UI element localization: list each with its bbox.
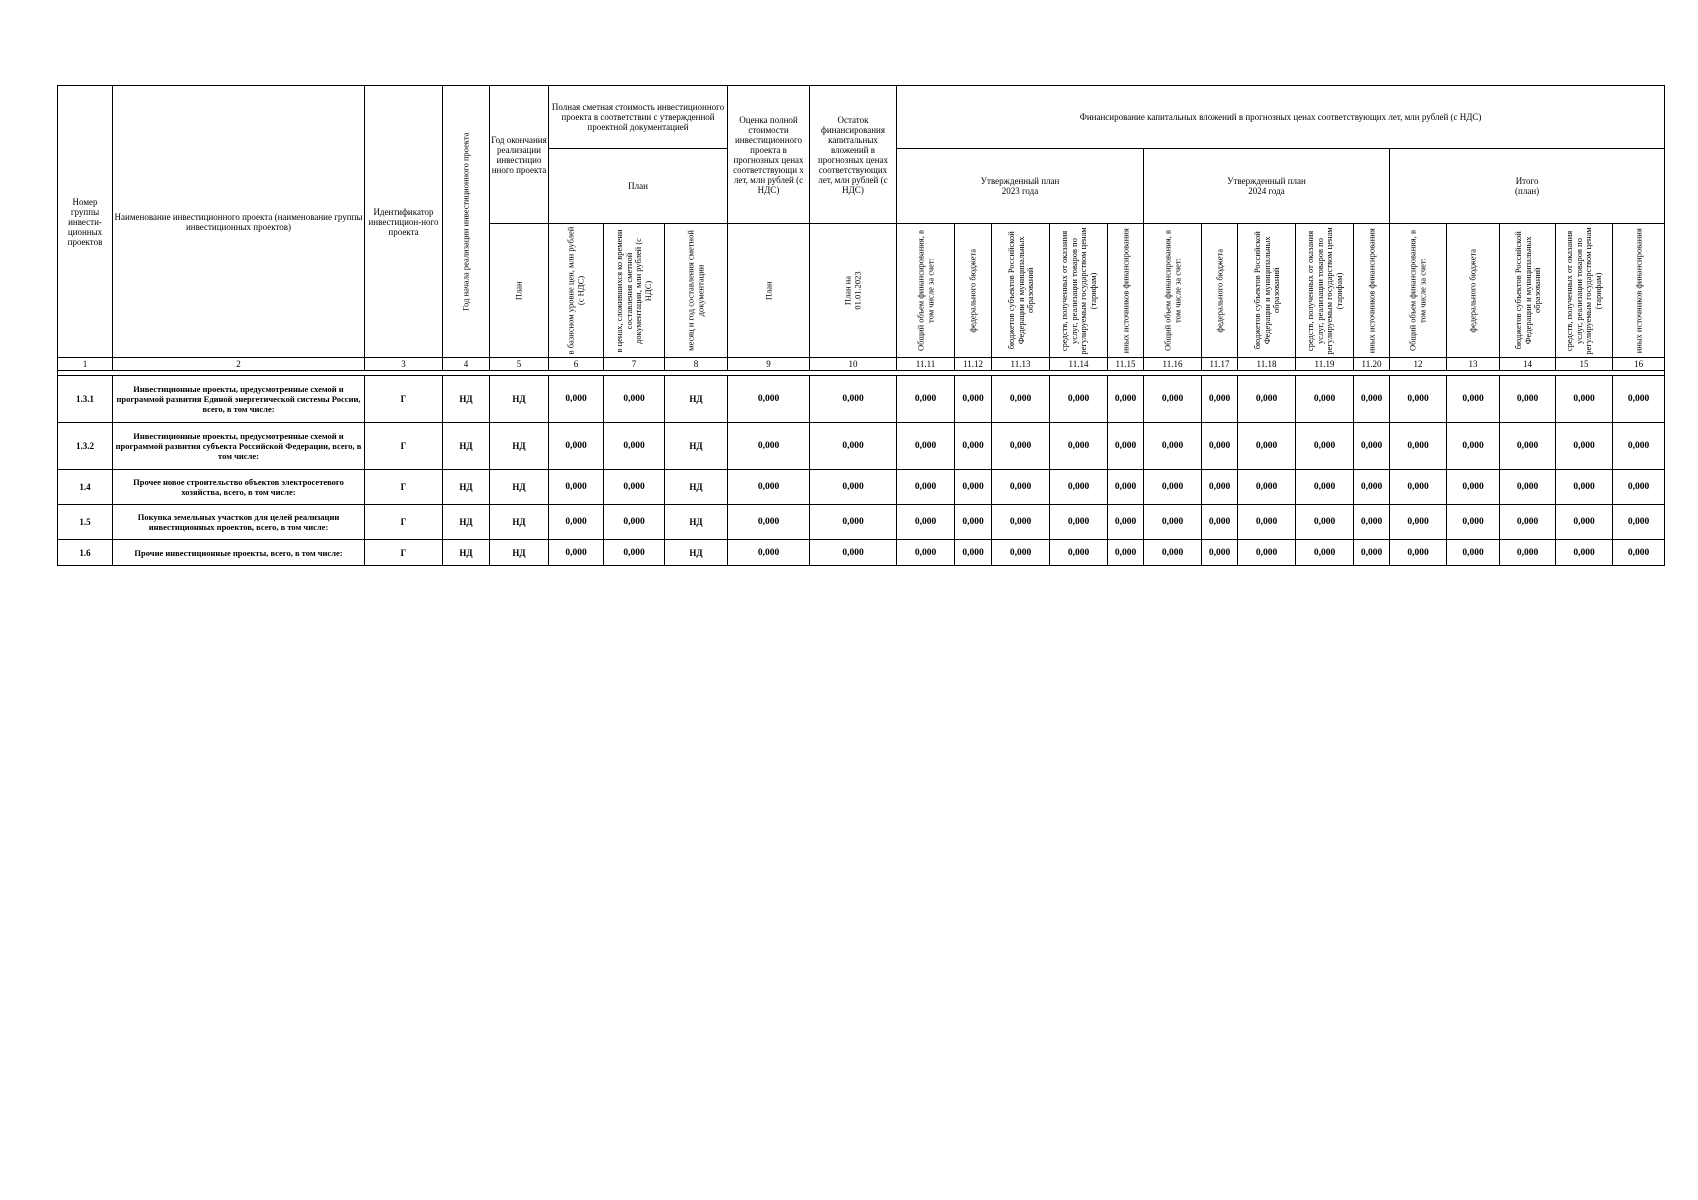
row-financing-value: 0,000 [1390, 540, 1447, 566]
row-financing-value: 0,000 [1354, 540, 1390, 566]
row-cost-base: 0,000 [549, 376, 604, 423]
row-cost-month: НД [665, 540, 728, 566]
table-row [58, 376, 1665, 423]
row-id: Г [365, 505, 443, 540]
row-financing-value: 0,000 [1050, 505, 1108, 540]
column-number: 11.13 [992, 358, 1050, 371]
header-plan-2024: Утвержденный план 2024 года [1144, 149, 1390, 224]
subheader-cost-month: месяц и год составления сметной документации [665, 224, 728, 358]
row-estimate: 0,000 [728, 376, 810, 423]
header-plan-2023: Утвержденный план 2023 года [897, 149, 1144, 224]
header-id: Идентификатор инвестицион-ного проекта [365, 86, 443, 358]
row-financing-value: 0,000 [1202, 423, 1238, 470]
row-number: 1.5 [58, 505, 113, 540]
row-financing-value: 0,000 [1238, 540, 1296, 566]
row-financing-value: 0,000 [1050, 423, 1108, 470]
row-id: Г [365, 423, 443, 470]
row-financing-value: 0,000 [1500, 376, 1556, 423]
subheader-other: иных источников финансирования [1354, 224, 1390, 358]
row-name: Инвестиционные проекты, предусмотренные схемой и программой развития Единой энергетической системы России, всего, в том числе: [113, 376, 365, 423]
row-financing-value: 0,000 [1296, 376, 1354, 423]
subheader-tariff: средств, полученных от оказания услуг, реализации товаров по регулируемым государством ценам (тарифам) [1556, 224, 1613, 358]
subheader-regional: бюджетов субъектов Российской Федерации и муниципальных образований [1500, 224, 1556, 358]
column-number: 16 [1613, 358, 1665, 371]
row-name: Прочее новое строительство объектов электросетевого хозяйства, всего, в том числе: [113, 470, 365, 505]
row-remainder: 0,000 [810, 505, 897, 540]
row-financing-value: 0,000 [1447, 376, 1500, 423]
row-financing-value: 0,000 [1108, 423, 1144, 470]
row-id: Г [365, 540, 443, 566]
row-financing-value: 0,000 [1556, 540, 1613, 566]
row-financing-value: 0,000 [1238, 423, 1296, 470]
subheader-remainder-plan: План на 01.01.2023 [810, 224, 897, 358]
column-number: 2 [113, 358, 365, 371]
table-row [58, 470, 1665, 505]
header-name: Наименование инвестиционного проекта (наименование группы инвестиционных проектов) [113, 86, 365, 358]
row-financing-value: 0,000 [1613, 470, 1665, 505]
row-number: 1.6 [58, 540, 113, 566]
row-financing-value: 0,000 [1354, 376, 1390, 423]
row-cost-prices: 0,000 [604, 470, 665, 505]
column-number: 11.19 [1296, 358, 1354, 371]
row-estimate: 0,000 [728, 505, 810, 540]
row-financing-value: 0,000 [897, 540, 955, 566]
header-start-year: Год начала реализации инвестиционного проекта [443, 86, 490, 358]
row-cost-base: 0,000 [549, 470, 604, 505]
row-financing-value: 0,000 [992, 470, 1050, 505]
row-financing-value: 0,000 [992, 540, 1050, 566]
row-financing-value: 0,000 [1447, 505, 1500, 540]
subheader-total: Общий объем финансирования, в том числе за счет: [897, 224, 955, 358]
subheader-total: Общий объем финансирования, в том числе за счет: [1144, 224, 1202, 358]
row-number: 1.4 [58, 470, 113, 505]
row-financing-value: 0,000 [1390, 376, 1447, 423]
investment-table [57, 85, 1663, 566]
row-financing-value: 0,000 [1556, 470, 1613, 505]
row-financing-value: 0,000 [1354, 505, 1390, 540]
row-cost-base: 0,000 [549, 540, 604, 566]
subheader-other: иных источников финансирования [1613, 224, 1665, 358]
subheader-federal: федерального бюджета [1202, 224, 1238, 358]
column-number: 11.12 [955, 358, 992, 371]
row-number: 1.3.2 [58, 423, 113, 470]
row-financing-value: 0,000 [1144, 470, 1202, 505]
row-cost-prices: 0,000 [604, 540, 665, 566]
column-number: 5 [490, 358, 549, 371]
row-start-year: НД [443, 470, 490, 505]
row-start-year: НД [443, 505, 490, 540]
row-financing-value: 0,000 [1144, 540, 1202, 566]
row-financing-value: 0,000 [1108, 470, 1144, 505]
row-start-year: НД [443, 376, 490, 423]
row-financing-value: 0,000 [992, 423, 1050, 470]
row-financing-value: 0,000 [1354, 470, 1390, 505]
column-number: 11.15 [1108, 358, 1144, 371]
row-financing-value: 0,000 [1296, 540, 1354, 566]
row-financing-value: 0,000 [1613, 376, 1665, 423]
subheader-estimate-plan: План [728, 224, 810, 358]
column-number: 11.20 [1354, 358, 1390, 371]
header-full-estimate: Оценка полной стоимости инвестиционного проекта в прогнозных ценах соответствующи х лет, млн рублей (с НДС) [728, 86, 810, 224]
row-financing-value: 0,000 [897, 505, 955, 540]
row-financing-value: 0,000 [1447, 540, 1500, 566]
row-cost-month: НД [665, 505, 728, 540]
row-name: Прочие инвестиционные проекты, всего, в том числе: [113, 540, 365, 566]
row-financing-value: 0,000 [992, 505, 1050, 540]
row-financing-value: 0,000 [1354, 423, 1390, 470]
row-financing-value: 0,000 [1613, 505, 1665, 540]
row-remainder: 0,000 [810, 423, 897, 470]
row-cost-month: НД [665, 376, 728, 423]
row-start-year: НД [443, 423, 490, 470]
column-number-row [58, 358, 1665, 371]
table-row [58, 423, 1665, 470]
row-financing-value: 0,000 [1238, 376, 1296, 423]
row-estimate: 0,000 [728, 423, 810, 470]
row-financing-value: 0,000 [1202, 376, 1238, 423]
header-group-no: Номер группы инвести-ционных проектов [58, 86, 113, 358]
header-total-plan: Итого (план) [1390, 149, 1665, 224]
row-cost-base: 0,000 [549, 505, 604, 540]
row-financing-value: 0,000 [1238, 470, 1296, 505]
row-financing-value: 0,000 [1556, 376, 1613, 423]
row-financing-value: 0,000 [1556, 505, 1613, 540]
column-number: 13 [1447, 358, 1500, 371]
table-row [58, 540, 1665, 566]
row-cost-prices: 0,000 [604, 423, 665, 470]
row-financing-value: 0,000 [1296, 423, 1354, 470]
column-number: 11.11 [897, 358, 955, 371]
column-number: 14 [1500, 358, 1556, 371]
column-number: 11.14 [1050, 358, 1108, 371]
row-remainder: 0,000 [810, 540, 897, 566]
row-cost-prices: 0,000 [604, 505, 665, 540]
header-financing: Финансирование капитальных вложений в прогнозных ценах соответствующих лет, млн рублей (с НДС) [897, 86, 1665, 149]
subheader-tariff: средств, полученных от оказания услуг, реализации товаров по регулируемым государством ценам (тарифам) [1296, 224, 1354, 358]
row-financing-value: 0,000 [955, 423, 992, 470]
row-id: Г [365, 470, 443, 505]
subheader-total: Общий объем финансирования, в том числе за счет: [1390, 224, 1447, 358]
row-financing-value: 0,000 [1390, 505, 1447, 540]
row-end-year: НД [490, 423, 549, 470]
column-number: 7 [604, 358, 665, 371]
row-financing-value: 0,000 [1296, 505, 1354, 540]
row-financing-value: 0,000 [1390, 423, 1447, 470]
row-financing-value: 0,000 [955, 505, 992, 540]
row-end-year: НД [490, 505, 549, 540]
row-financing-value: 0,000 [1500, 470, 1556, 505]
row-financing-value: 0,000 [1556, 423, 1613, 470]
row-financing-value: 0,000 [955, 376, 992, 423]
header-row-1 [58, 86, 1665, 149]
subheader-tariff: средств, полученных от оказания услуг, реализации товаров по регулируемым государством ценам (тарифам) [1050, 224, 1108, 358]
column-number: 11.18 [1238, 358, 1296, 371]
row-financing-value: 0,000 [1108, 540, 1144, 566]
row-remainder: 0,000 [810, 470, 897, 505]
subheader-other: иных источников финансирования [1108, 224, 1144, 358]
row-end-year: НД [490, 470, 549, 505]
row-financing-value: 0,000 [1050, 470, 1108, 505]
row-financing-value: 0,000 [1202, 505, 1238, 540]
row-cost-prices: 0,000 [604, 376, 665, 423]
row-financing-value: 0,000 [1144, 376, 1202, 423]
row-financing-value: 0,000 [1613, 423, 1665, 470]
header-end-year: Год окончания реализации инвестицио нного проекта [490, 86, 549, 224]
column-number: 9 [728, 358, 810, 371]
column-number: 6 [549, 358, 604, 371]
row-financing-value: 0,000 [1050, 540, 1108, 566]
table-row [58, 505, 1665, 540]
column-number: 11.16 [1144, 358, 1202, 371]
row-financing-value: 0,000 [1238, 505, 1296, 540]
row-financing-value: 0,000 [1108, 505, 1144, 540]
column-number: 11.17 [1202, 358, 1238, 371]
row-remainder: 0,000 [810, 376, 897, 423]
header-full-cost: Полная сметная стоимость инвестиционного проекта в соответствии с утвержденной проектной документацией [549, 86, 728, 149]
subheader-cost-prices: в ценах, сложившихся ко времени составления сметной документации, млн рублей (с НДС) [604, 224, 665, 358]
row-financing-value: 0,000 [1144, 505, 1202, 540]
column-number: 12 [1390, 358, 1447, 371]
row-name: Покупка земельных участков для целей реализации инвестиционных проектов, всего, в том числе: [113, 505, 365, 540]
row-number: 1.3.1 [58, 376, 113, 423]
subheader-regional: бюджетов субъектов Российской Федерации и муниципальных образований [1238, 224, 1296, 358]
row-name: Инвестиционные проекты, предусмотренные схемой и программой развития субъекта Российской Федерации, всего, в том числе: [113, 423, 365, 470]
row-estimate: 0,000 [728, 470, 810, 505]
subheader-regional: бюджетов субъектов Российской Федерации и муниципальных образований [992, 224, 1050, 358]
row-cost-month: НД [665, 423, 728, 470]
subheader-federal: федерального бюджета [1447, 224, 1500, 358]
row-financing-value: 0,000 [1447, 470, 1500, 505]
column-number: 8 [665, 358, 728, 371]
row-start-year: НД [443, 540, 490, 566]
row-financing-value: 0,000 [1108, 376, 1144, 423]
row-financing-value: 0,000 [897, 470, 955, 505]
column-number: 15 [1556, 358, 1613, 371]
row-end-year: НД [490, 376, 549, 423]
header-remainder: Остаток финансирования капитальных вложений в прогнозных ценах соответствующих лет, млн рублей (с НДС) [810, 86, 897, 224]
row-financing-value: 0,000 [1296, 470, 1354, 505]
row-end-year: НД [490, 540, 549, 566]
table-body [58, 376, 1665, 566]
row-financing-value: 0,000 [1202, 540, 1238, 566]
row-financing-value: 0,000 [1500, 423, 1556, 470]
header-cost-plan: План [549, 149, 728, 224]
row-financing-value: 0,000 [1500, 505, 1556, 540]
row-estimate: 0,000 [728, 540, 810, 566]
row-id: Г [365, 376, 443, 423]
row-financing-value: 0,000 [897, 376, 955, 423]
row-financing-value: 0,000 [1447, 423, 1500, 470]
subheader-federal: федерального бюджета [955, 224, 992, 358]
row-financing-value: 0,000 [1613, 540, 1665, 566]
row-financing-value: 0,000 [955, 470, 992, 505]
column-number: 3 [365, 358, 443, 371]
column-number: 10 [810, 358, 897, 371]
row-financing-value: 0,000 [1500, 540, 1556, 566]
row-financing-value: 0,000 [955, 540, 992, 566]
subheader-cost-base: в базисном уровне цен, млн рублей (с НДС) [549, 224, 604, 358]
row-financing-value: 0,000 [1390, 470, 1447, 505]
row-financing-value: 0,000 [1202, 470, 1238, 505]
row-financing-value: 0,000 [992, 376, 1050, 423]
row-financing-value: 0,000 [1050, 376, 1108, 423]
column-number: 1 [58, 358, 113, 371]
row-financing-value: 0,000 [1144, 423, 1202, 470]
row-cost-base: 0,000 [549, 423, 604, 470]
subheader-end-plan: План [490, 224, 549, 358]
column-number: 4 [443, 358, 490, 371]
row-financing-value: 0,000 [897, 423, 955, 470]
row-cost-month: НД [665, 470, 728, 505]
